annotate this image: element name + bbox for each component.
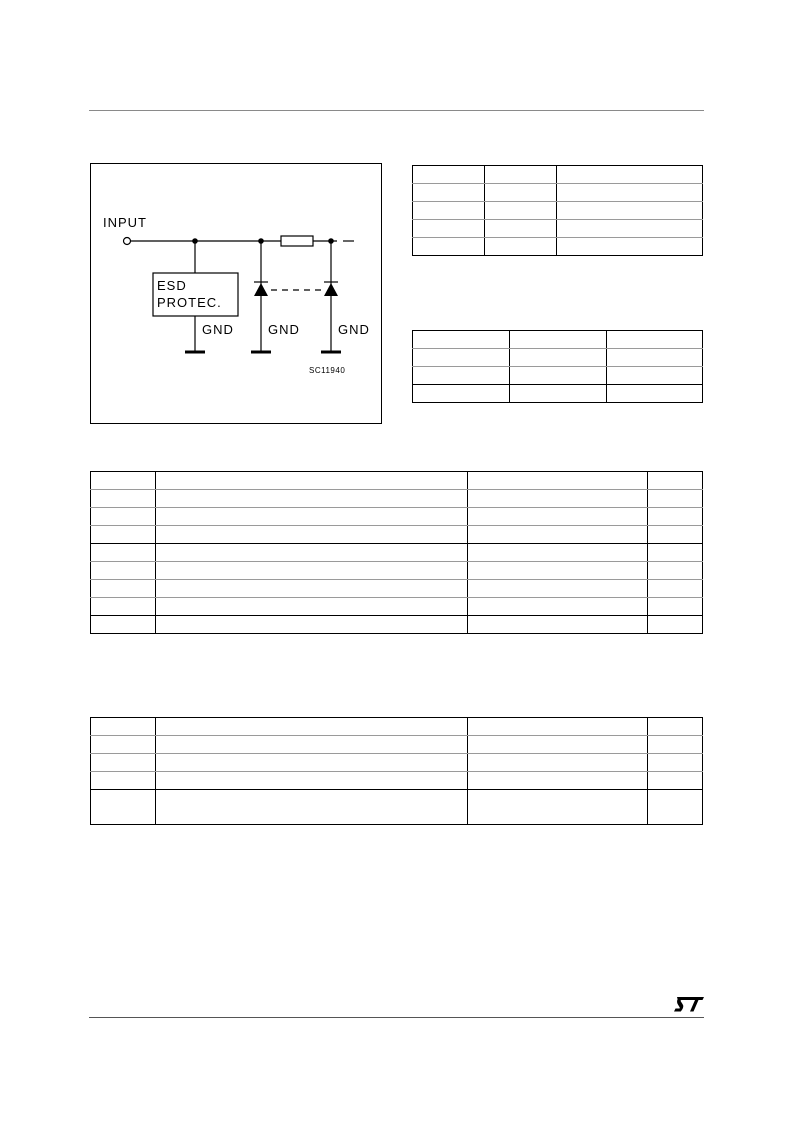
- table-row: [91, 544, 703, 562]
- table-row: [91, 718, 703, 736]
- absolute-maximum-ratings-table: [90, 471, 703, 634]
- input-label: INPUT: [103, 215, 147, 230]
- diode-icon: [324, 283, 338, 296]
- table-row: [91, 580, 703, 598]
- table-row: [413, 184, 703, 202]
- table-row: [91, 526, 703, 544]
- table-row: [91, 472, 703, 490]
- table-row: [91, 736, 703, 754]
- table-row: [91, 598, 703, 616]
- thermal-data-table: [90, 717, 703, 825]
- table-row: [413, 202, 703, 220]
- esd-label-line1: ESD: [157, 278, 187, 293]
- gnd-label: GND: [268, 322, 300, 337]
- table-row: [91, 490, 703, 508]
- figure-code: SC11940: [309, 366, 346, 375]
- pin-connection-table: [412, 165, 703, 256]
- table-row: [413, 349, 703, 367]
- gnd-label: GND: [338, 322, 370, 337]
- header-rule: [89, 110, 704, 111]
- table-row: [91, 508, 703, 526]
- table-row: [413, 238, 703, 256]
- footer-rule: [89, 1017, 704, 1018]
- table-row: [413, 367, 703, 385]
- diode-icon: [254, 283, 268, 296]
- table-row: [91, 562, 703, 580]
- table-row: [91, 772, 703, 790]
- esd-label-line2: PROTEC.: [157, 295, 222, 310]
- ordering-codes-table: [412, 330, 703, 403]
- table-row: [91, 754, 703, 772]
- table-row: [413, 385, 703, 403]
- table-row: [413, 166, 703, 184]
- input-protection-schematic: [90, 163, 382, 424]
- table-row: [413, 331, 703, 349]
- input-terminal-icon: [124, 238, 131, 245]
- resistor-icon: [281, 236, 313, 246]
- table-row: [413, 220, 703, 238]
- table-row: [91, 790, 703, 825]
- gnd-label: GND: [202, 322, 234, 337]
- table-row: [91, 616, 703, 634]
- st-logo-icon: [673, 994, 705, 1014]
